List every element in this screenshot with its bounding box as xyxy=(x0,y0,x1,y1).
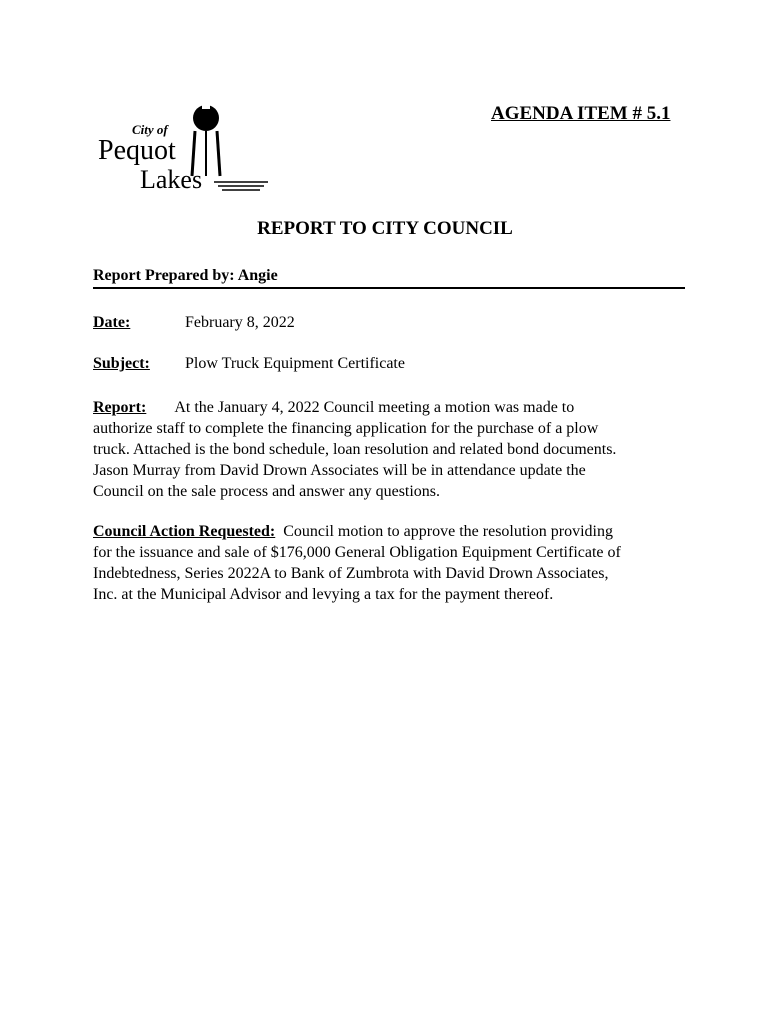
subject-row xyxy=(93,355,405,373)
page-title: REPORT TO CITY COUNCIL xyxy=(257,218,513,239)
logo-pequot: Pequot xyxy=(98,135,176,166)
report-line: authorize staff to complete the financing application for the purchase of a plow xyxy=(93,420,599,437)
action-line: Council Action Requested: Council motion to approve the resolution providing xyxy=(93,523,613,540)
action-line: Indebtedness, Series 2022A to Bank of Zumbrota with David Drown Associates, xyxy=(93,565,609,582)
date-row xyxy=(93,314,295,332)
subject-value: Plow Truck Equipment Certificate xyxy=(185,355,405,372)
city-logo xyxy=(96,98,276,193)
subject-label: Subject: xyxy=(93,355,150,372)
action-line: for the issuance and sale of $176,000 General Obligation Equipment Certificate of xyxy=(93,544,621,561)
report-line: Council on the sale process and answer any questions. xyxy=(93,483,441,500)
logo-lakes: Lakes xyxy=(140,165,203,193)
logo-city-of: City of xyxy=(132,122,168,137)
report-line: truck. Attached is the bond schedule, loan resolution and related bond documents. xyxy=(93,441,617,458)
report-line: Report: At the January 4, 2022 Council meeting a motion was made to xyxy=(93,399,575,416)
report-line: Jason Murray from David Drown Associates will be in attendance update the xyxy=(93,462,586,479)
water-tower-icon xyxy=(192,103,268,190)
action-line: Inc. at the Municipal Advisor and levying a tax for the payment thereof. xyxy=(93,586,554,603)
agenda-item-number: AGENDA ITEM # 5.1 xyxy=(491,103,671,124)
council-action-label: Council Action Requested: xyxy=(93,523,276,540)
date-value: February 8, 2022 xyxy=(185,314,295,331)
prepared-by: Report Prepared by: Angie xyxy=(93,267,278,284)
report-paragraph xyxy=(93,397,688,502)
report-label: Report: xyxy=(93,399,147,416)
date-label: Date: xyxy=(93,314,131,331)
council-action-paragraph xyxy=(93,521,688,605)
header-rule xyxy=(93,287,685,289)
